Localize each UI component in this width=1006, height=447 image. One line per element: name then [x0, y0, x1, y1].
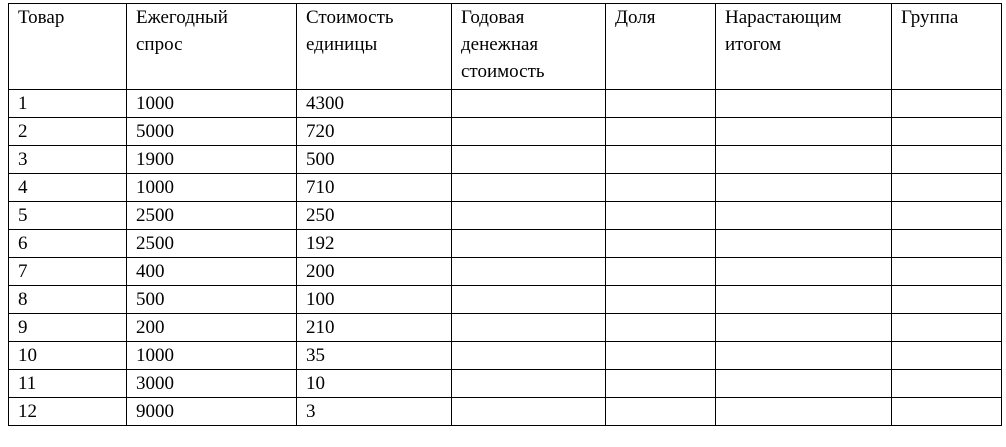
- cell-share: [606, 342, 716, 370]
- cell-annual-value: [452, 258, 606, 286]
- cell-annual-demand: 1900: [127, 146, 297, 174]
- cell-group: [892, 90, 1002, 118]
- table-row: [9, 314, 1002, 342]
- cell-group: [892, 202, 1002, 230]
- cell-share: [606, 90, 716, 118]
- cell-item: 12: [9, 398, 127, 426]
- cell-share: [606, 174, 716, 202]
- cell-annual-value: [452, 370, 606, 398]
- table-row: [9, 230, 1002, 258]
- cell-group: [892, 258, 1002, 286]
- cell-annual-value: [452, 342, 606, 370]
- cell-annual-demand: 1000: [127, 174, 297, 202]
- cell-cumulative: [716, 286, 892, 314]
- cell-group: [892, 398, 1002, 426]
- cell-share: [606, 202, 716, 230]
- cell-cumulative: [716, 314, 892, 342]
- cell-share: [606, 258, 716, 286]
- cell-item: 2: [9, 118, 127, 146]
- table-row: [9, 370, 1002, 398]
- cell-item: 6: [9, 230, 127, 258]
- table-row: [9, 286, 1002, 314]
- header-cell-cumulative: Нарастающим итогом: [716, 4, 892, 90]
- cell-annual-value: [452, 118, 606, 146]
- cell-group: [892, 342, 1002, 370]
- cell-annual-demand: 1000: [127, 342, 297, 370]
- cell-item: 1: [9, 90, 127, 118]
- abc-analysis-table: [8, 3, 1002, 426]
- cell-unit-cost: 710: [297, 174, 452, 202]
- cell-annual-value: [452, 398, 606, 426]
- table-row: [9, 202, 1002, 230]
- cell-cumulative: [716, 146, 892, 174]
- cell-annual-demand: 400: [127, 258, 297, 286]
- cell-annual-value: [452, 314, 606, 342]
- cell-unit-cost: 250: [297, 202, 452, 230]
- cell-unit-cost: 500: [297, 146, 452, 174]
- cell-unit-cost: 192: [297, 230, 452, 258]
- cell-annual-value: [452, 146, 606, 174]
- cell-item: 3: [9, 146, 127, 174]
- cell-annual-demand: 3000: [127, 370, 297, 398]
- cell-annual-value: [452, 90, 606, 118]
- cell-unit-cost: 4300: [297, 90, 452, 118]
- cell-group: [892, 370, 1002, 398]
- cell-item: 10: [9, 342, 127, 370]
- cell-group: [892, 230, 1002, 258]
- cell-group: [892, 286, 1002, 314]
- table-row: [9, 174, 1002, 202]
- cell-item: 9: [9, 314, 127, 342]
- cell-group: [892, 314, 1002, 342]
- cell-share: [606, 230, 716, 258]
- table-row: [9, 146, 1002, 174]
- cell-share: [606, 146, 716, 174]
- cell-annual-demand: 5000: [127, 118, 297, 146]
- cell-annual-demand: 1000: [127, 90, 297, 118]
- cell-item: 5: [9, 202, 127, 230]
- cell-unit-cost: 100: [297, 286, 452, 314]
- cell-cumulative: [716, 370, 892, 398]
- cell-share: [606, 118, 716, 146]
- cell-unit-cost: 200: [297, 258, 452, 286]
- cell-share: [606, 370, 716, 398]
- cell-annual-demand: 9000: [127, 398, 297, 426]
- cell-annual-demand: 500: [127, 286, 297, 314]
- header-cell-share: Доля: [606, 4, 716, 90]
- cell-cumulative: [716, 118, 892, 146]
- cell-cumulative: [716, 202, 892, 230]
- cell-group: [892, 118, 1002, 146]
- header-cell-group: Группа: [892, 4, 1002, 90]
- cell-annual-value: [452, 286, 606, 314]
- cell-annual-value: [452, 230, 606, 258]
- cell-cumulative: [716, 230, 892, 258]
- cell-share: [606, 314, 716, 342]
- table-header-row: [9, 4, 1002, 90]
- cell-unit-cost: 10: [297, 370, 452, 398]
- table-row: [9, 342, 1002, 370]
- header-cell-annual-demand: Ежегодный спрос: [127, 4, 297, 90]
- table-body: [9, 4, 1002, 426]
- cell-annual-demand: 200: [127, 314, 297, 342]
- cell-item: 8: [9, 286, 127, 314]
- cell-annual-value: [452, 202, 606, 230]
- cell-cumulative: [716, 258, 892, 286]
- cell-unit-cost: 3: [297, 398, 452, 426]
- cell-cumulative: [716, 90, 892, 118]
- cell-cumulative: [716, 174, 892, 202]
- cell-share: [606, 398, 716, 426]
- cell-item: 4: [9, 174, 127, 202]
- cell-group: [892, 146, 1002, 174]
- header-cell-item: Товар: [9, 4, 127, 90]
- table-row: [9, 90, 1002, 118]
- cell-cumulative: [716, 398, 892, 426]
- cell-unit-cost: 210: [297, 314, 452, 342]
- table-row: [9, 258, 1002, 286]
- cell-item: 7: [9, 258, 127, 286]
- cell-unit-cost: 720: [297, 118, 452, 146]
- cell-group: [892, 174, 1002, 202]
- cell-share: [606, 286, 716, 314]
- table-row: [9, 118, 1002, 146]
- table-row: [9, 398, 1002, 426]
- cell-annual-demand: 2500: [127, 230, 297, 258]
- cell-unit-cost: 35: [297, 342, 452, 370]
- cell-annual-value: [452, 174, 606, 202]
- header-cell-annual-value: Годовая денежная стоимость: [452, 4, 606, 90]
- cell-annual-demand: 2500: [127, 202, 297, 230]
- header-cell-unit-cost: Стоимость единицы: [297, 4, 452, 90]
- cell-cumulative: [716, 342, 892, 370]
- cell-item: 11: [9, 370, 127, 398]
